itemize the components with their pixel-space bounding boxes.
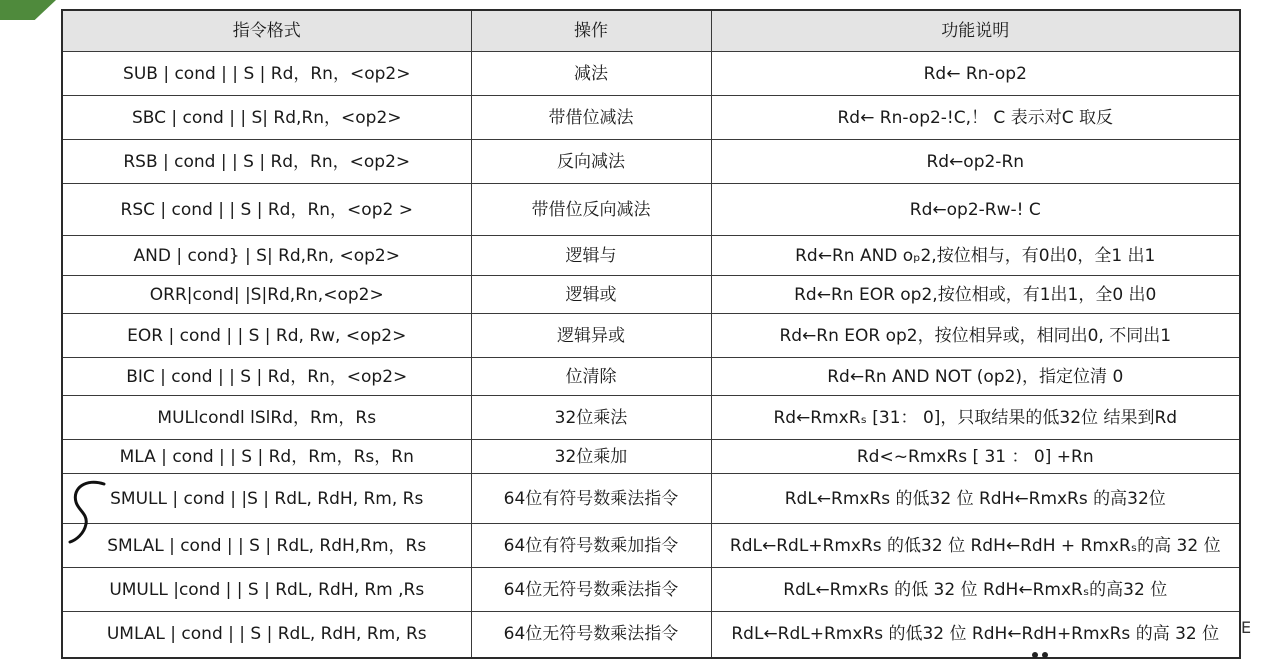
- table-body: [62, 52, 1240, 658]
- instruction-table: [61, 9, 1241, 659]
- table-row: [62, 140, 1240, 184]
- cell-description: Rd←Rn AND NOT (op2)，指定位清 0: [711, 358, 1240, 396]
- table-row: [62, 96, 1240, 140]
- cell-operation: 64位有符号数乘法指令: [471, 474, 711, 524]
- cell-description: RdL←RdL+RmxRs 的低32 位 RdH←RdH + RmxRₛ的高 32 位: [711, 524, 1240, 568]
- header-operation: 操作: [471, 10, 711, 52]
- cell-operation: 逻辑异或: [471, 314, 711, 358]
- table-row: [62, 276, 1240, 314]
- cell-format: UMLAL | cond | | S | RdL, RdH, Rm, Rs: [62, 612, 471, 658]
- cell-format: SMLAL | cond | | S | RdL, RdH,Rm，Rs: [62, 524, 471, 568]
- cell-description: Rd<~RmxRs [ 31 ： 0] +Rn: [711, 440, 1240, 474]
- cell-operation: 64位有符号数乘加指令: [471, 524, 711, 568]
- cell-format: SBC | cond | | S| Rd,Rn，<op2>: [62, 96, 471, 140]
- cell-operation: 位清除: [471, 358, 711, 396]
- table-row: [62, 440, 1240, 474]
- edge-glyph: E: [1241, 618, 1252, 637]
- table-row: [62, 612, 1240, 658]
- cell-format: RSB | cond | | S | Rd，Rn，<op2>: [62, 140, 471, 184]
- handwritten-bracket-mark: [64, 478, 116, 550]
- cell-description: Rd← Rn-op2-!C,！ C 表示对C 取反: [711, 96, 1240, 140]
- cell-operation: 减法: [471, 52, 711, 96]
- cell-operation: 64位无符号数乘法指令: [471, 568, 711, 612]
- cell-format: SUB | cond | | S | Rd，Rn，<op2>: [62, 52, 471, 96]
- header-format: 指令格式: [62, 10, 471, 52]
- cell-operation: 32位乘法: [471, 396, 711, 440]
- cell-operation: 逻辑与: [471, 236, 711, 276]
- table-row: [62, 314, 1240, 358]
- cell-format: MULlcondl lSlRd，Rm，Rs: [62, 396, 471, 440]
- cell-operation: 逻辑或: [471, 276, 711, 314]
- decorative-dots: [1030, 650, 1052, 660]
- cell-description: RdL←RmxRs 的低 32 位 RdH←RmxRₛ的高32 位: [711, 568, 1240, 612]
- cell-operation: 32位乘加: [471, 440, 711, 474]
- table-row: [62, 52, 1240, 96]
- cell-description: Rd←Rn EOR op2,按位相或，有1出1，全0 出0: [711, 276, 1240, 314]
- table-row: [62, 396, 1240, 440]
- header-description: 功能说明: [711, 10, 1240, 52]
- cell-description: Rd← Rn-op2: [711, 52, 1240, 96]
- table-header-row: [62, 10, 1240, 52]
- cell-operation: 64位无符号数乘法指令: [471, 612, 711, 658]
- corner-accent: [0, 0, 56, 20]
- table-row: [62, 236, 1240, 276]
- table-row: [62, 474, 1240, 524]
- table-row: [62, 358, 1240, 396]
- cell-format: AND | cond} | S| Rd,Rn, <op2>: [62, 236, 471, 276]
- cell-description: Rd←Rn EOR op2，按位相异或，相同出0, 不同出1: [711, 314, 1240, 358]
- cell-description: Rd←Rn AND oₚ2,按位相与，有0出0，全1 出1: [711, 236, 1240, 276]
- instruction-table-container: [61, 9, 1239, 659]
- cell-format: ORR|cond| |S|Rd,Rn,<op2>: [62, 276, 471, 314]
- cell-operation: 带借位减法: [471, 96, 711, 140]
- table-row: [62, 524, 1240, 568]
- cell-format: BIC | cond | | S | Rd，Rn，<op2>: [62, 358, 471, 396]
- cell-operation: 带借位反向减法: [471, 184, 711, 236]
- cell-description: RdL←RdL+RmxRs 的低32 位 RdH←RdH+RmxRs 的高 32 位: [711, 612, 1240, 658]
- cell-operation: 反向减法: [471, 140, 711, 184]
- cell-format: EOR | cond | | S | Rd, Rw, <op2>: [62, 314, 471, 358]
- cell-description: Rd←RmxRₛ [31： 0]，只取结果的低32位 结果到Rd: [711, 396, 1240, 440]
- cell-format: RSC | cond | | S | Rd，Rn，<op2 >: [62, 184, 471, 236]
- table-row: [62, 568, 1240, 612]
- cell-format: MLA | cond | | S | Rd，Rm，Rs，Rn: [62, 440, 471, 474]
- cell-description: Rd←op2-Rw-! C: [711, 184, 1240, 236]
- cell-description: RdL←RmxRs 的低32 位 RdH←RmxRs 的高32位: [711, 474, 1240, 524]
- cell-description: Rd←op2-Rn: [711, 140, 1240, 184]
- cell-format: UMULL |cond | | S | RdL, RdH, Rm ,Rs: [62, 568, 471, 612]
- cell-format: SMULL | cond | |S | RdL, RdH, Rm, Rs: [62, 474, 471, 524]
- table-row: [62, 184, 1240, 236]
